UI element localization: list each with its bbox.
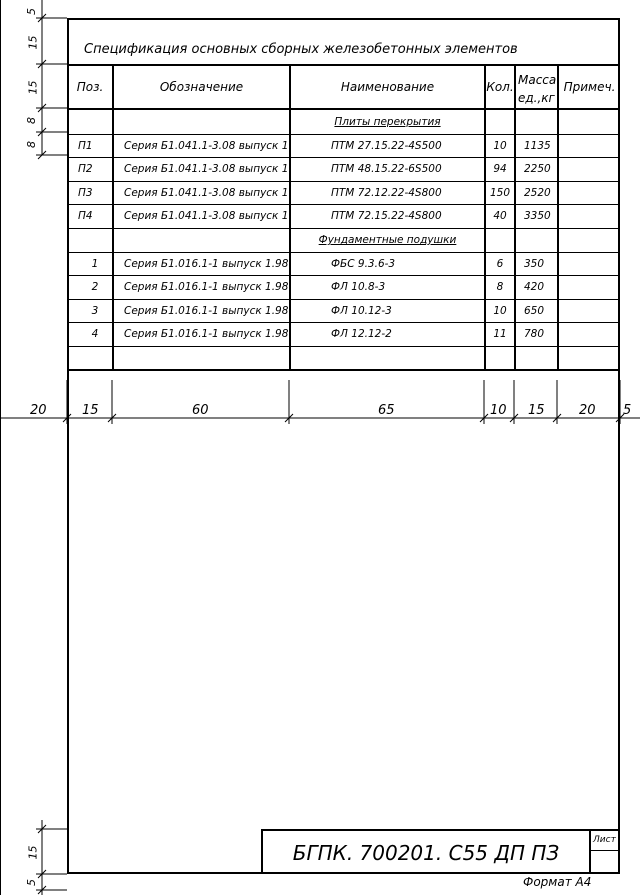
stamp-sheet-line [589,850,620,851]
header-pos: Поз. [76,80,104,94]
cell-designation: Серия Б1.041.1-3.08 выпуск 1 [124,140,289,152]
cell-qty: 94 [493,163,507,175]
cell-pos: П1 [78,140,93,152]
format-label: Формат А4 [523,875,592,889]
dim-col-designation: 60 [192,403,209,418]
cell-pos: 2 [91,281,99,293]
stamp-sheet-sep [589,829,591,874]
cell-name: ФЛ 10.12-3 [331,305,392,317]
cell-pos: 1 [91,258,99,270]
spec-title: Спецификация основных сборных железобетонных элементов [84,42,518,57]
cell-qty: 150 [489,187,511,199]
dim-bottom-5: 5 [25,879,38,886]
dim-title-15: 15 [26,35,40,50]
cell-section-name: Плиты перекрытия [334,116,441,128]
cell-qty: 40 [493,210,507,222]
header-name: Наименование [340,80,435,94]
stamp-sheet-label: Лист [593,835,616,845]
header-note: Примеч. [563,80,616,94]
cell-qty: 11 [493,328,507,340]
cell-mass: 2250 [524,163,551,175]
cell-mass: 2520 [524,187,551,199]
cell-designation: Серия Б1.016.1-1 выпуск 1.98 [124,305,289,317]
cell-pos: П4 [78,210,93,222]
cell-qty: 8 [496,281,504,293]
cell-designation: Серия Б1.041.1-3.08 выпуск 1 [124,210,289,222]
cell-designation: Серия Б1.041.1-3.08 выпуск 1 [124,187,289,199]
dim-stamp-15: 15 [26,845,40,860]
cell-mass: 350 [524,258,545,270]
dim-col-note: 20 [579,403,596,418]
dim-col-qty: 10 [490,403,507,418]
cell-qty: 10 [493,140,507,152]
dim-col-pos: 15 [82,403,99,418]
cell-qty: 6 [496,258,504,270]
cell-qty: 10 [493,305,507,317]
cell-name: ПТМ 72.15.22-4S800 [331,210,442,222]
cell-mass: 420 [524,281,545,293]
cell-mass: 1135 [524,140,551,152]
dim-left-margin: 20 [30,403,47,418]
dim-col-name: 65 [378,403,395,418]
cell-mass: 650 [524,305,545,317]
cell-mass: 780 [524,328,545,340]
stamp-code: БГПК. 700201. С55 ДП ПЗ [292,840,560,865]
cell-name: ФБС 9.3.6-3 [331,258,396,270]
header-designation: Обозначение [159,80,244,94]
cell-designation: Серия Б1.041.1-3.08 выпуск 1 [124,163,289,175]
header-mass-2: ед.,кг [518,91,555,105]
cell-pos: П3 [78,187,93,199]
cell-mass: 3350 [524,210,551,222]
cell-designation: Серия Б1.016.1-1 выпуск 1.98 [124,281,289,293]
dim-right-margin: 5 [623,403,632,418]
dim-row-8a: 8 [25,117,38,124]
dim-top-5: 5 [25,8,38,15]
dim-col-mass: 15 [528,403,545,418]
cell-name: ПТМ 72.12.22-4S800 [331,187,442,199]
cell-name: ФЛ 10.8-3 [331,281,386,293]
cell-name: ФЛ 12.12-2 [331,328,392,340]
cell-name: ПТМ 48.15.22-6S500 [331,163,442,175]
dim-row-8b: 8 [25,141,38,148]
header-mass-1: Масса [518,73,557,87]
cell-name: ПТМ 27.15.22-4S500 [331,140,442,152]
cell-pos: 4 [91,328,99,340]
cell-section-name: Фундаментные подушки [318,234,457,246]
cell-pos: 3 [91,305,99,317]
header-qty: Кол. [486,80,514,94]
cell-pos: П2 [78,163,93,175]
cell-designation: Серия Б1.016.1-1 выпуск 1.98 [124,328,289,340]
cell-designation: Серия Б1.016.1-1 выпуск 1.98 [124,258,289,270]
dim-header-15: 15 [26,80,40,95]
